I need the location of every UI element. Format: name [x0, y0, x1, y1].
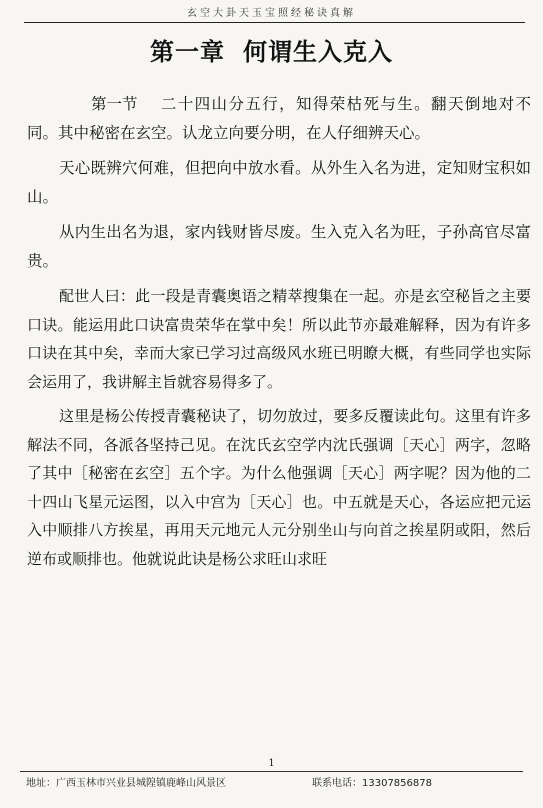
lead-paragraph: 从内生出名为退，家内钱财皆尽废。生入克入名为旺，子孙高官尽富贵。 — [27, 223, 531, 270]
lead-paragraph — [27, 90, 531, 148]
footer-address: 地址：广西玉林市兴业县城隍镇鹿峰山风景区 — [26, 778, 226, 789]
chapter-number: 第一章 — [150, 38, 225, 66]
section-label: 第一节 — [91, 95, 138, 113]
chapter-title — [0, 32, 543, 67]
body-text — [27, 90, 531, 579]
chapter-heading: 何谓生入克入 — [243, 38, 393, 66]
lead-paragraph-text: 二十四山分五行，知得荣枯死与生。翻天倒地对不同。其中秘密在玄空。认龙立向要分明，在人仔细辨天心。 — [27, 95, 531, 142]
header-rule — [24, 22, 525, 23]
lead-paragraph: 天心既辨穴何难，但把向中放水看。从外生入名为进，定知财宝积如山。 — [27, 159, 531, 206]
commentary-paragraph: 这里是杨公传授青囊秘诀了，切勿放过，要多反覆读此句。这里有许多解法不同，各派各坚持己见。在沈氏玄空学内沈氏强调［天心］两字，忽略了其中［秘密在玄空］五个字。为什么他强调［天心］两字呢？因为他的二十四山飞星元运图，以入中宫为［天心］也。中五就是天心，各运应把元运入中顺排八方挨星，再用天元地元人元分别坐山与向首之挨星阴或阳，然后逆布或顺排也。他就说此诀是杨公求旺山求旺 — [27, 407, 531, 568]
commentary-paragraph: 配世人曰：此一段是青囊奥语之精萃搜集在一起。亦是玄空秘旨之主要口诀。能运用此口诀富贵荣华在掌中矣！所以此节亦最难解释，因为有许多口诀在其中矣，幸而大家已学习过高级风水班已明瞭大概，有些同学也实际会运用了，我讲解主旨就容易得多了。 — [27, 287, 531, 391]
footer-rule — [20, 771, 523, 772]
running-header: 玄空大卦天玉宝照经秘诀真解 — [187, 8, 356, 19]
page-number: 1 — [268, 758, 275, 769]
footer-phone: 联系电话：13307856878 — [312, 778, 432, 789]
